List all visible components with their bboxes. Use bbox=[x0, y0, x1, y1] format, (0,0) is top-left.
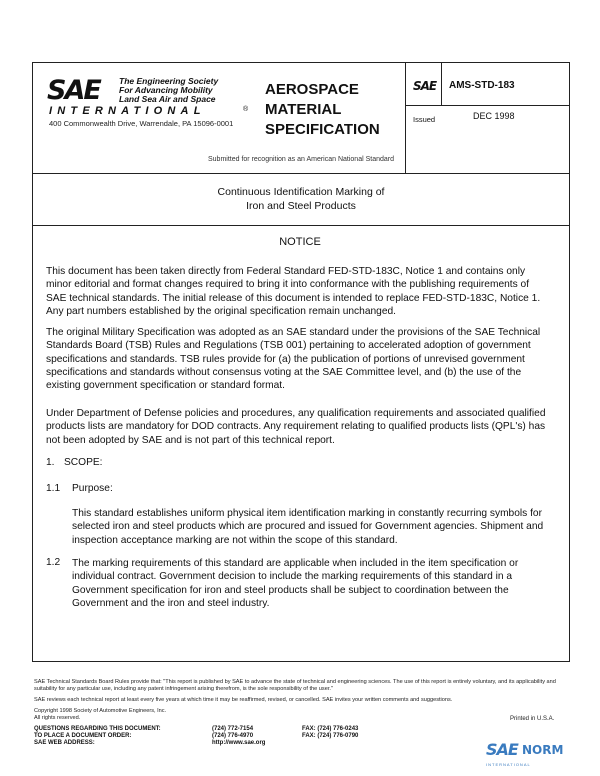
recognition-statement: Submitted for recognition as an American National Standard bbox=[208, 156, 394, 163]
review-notice: SAE reviews each technical report at least every five years at which time it may be reaffirmed, revised, or cancelled. SAE invites your written comments and suggestions. bbox=[34, 697, 453, 703]
issued-label: Issued bbox=[413, 115, 436, 124]
printed-in: Printed in U.S.A. bbox=[510, 716, 555, 722]
notice-paragraph-3: Under Department of Defense policies and procedures, any qualification requirements and associated qualified products lists are mandatory for DOD contracts. Any requirement relating to qualified products lists (QPL's) has not been adopted by SAE and is not part of this technical report. bbox=[46, 408, 546, 446]
document-title-box bbox=[33, 173, 569, 226]
notice-paragraph-2: The original Military Specification was adopted as an SAE standard under the provisions of the SAE Technical Standards Board (TSB) Rules and Regulations (TSB 001) pertaining to accelerated adoption of government specifications and standards. TSB rules provide for (a) the publication of portions of unrevised government specifications and standards without consensus voting at the SAE Committee level, and (b) the use of the existing government specification or standard format. bbox=[46, 327, 541, 392]
tsb-rules-notice: SAE Technical Standards Board Rules provide that: "This report is published by SAE to advance the state of technical and engineering sciences. The use of this report is entirely voluntary, and its applicability and suitability for any particular use, including any patent infringement arising therefrom, is the sole responsibility of the user." bbox=[34, 679, 556, 693]
number-divider bbox=[441, 63, 442, 105]
section-1-2-number: 1.2 bbox=[46, 557, 61, 568]
notice-paragraph-1: This document has been taken directly from Federal Standard FED-STD-183C, Notice 1 and contains only minor editorial and format changes required to bring it into conformance with the publishing requirements of SAE technical standards. The initial release of this document is intended to replace FED-STD-183C, Notice 1. Any part numbers established by the original specification remain unchanged. bbox=[46, 266, 541, 317]
section-1-1-title: Purpose: bbox=[72, 483, 113, 494]
section-1-1-text: This standard establishes uniform physical item identification marking in constantly recurring symbols for selected iron and steel products which are procured and issued for Government agencies. Shipment and inspection acceptance marking are not within the scope of this standard. bbox=[72, 508, 544, 546]
copyright-line: Copyright 1998 Society of Automotive Engineers, Inc. bbox=[34, 708, 167, 714]
section-1-title: SCOPE: bbox=[64, 457, 103, 468]
section-1-1-number: 1.1 bbox=[46, 483, 61, 494]
notice-heading: NOTICE bbox=[279, 236, 321, 248]
issued-date: DEC 1998 bbox=[473, 111, 515, 121]
sae-norm-watermark-logo: SAE NORM INTERNATIONAL bbox=[486, 740, 564, 767]
document-title: Continuous Identification Marking of Iron and Steel Products bbox=[217, 186, 385, 212]
sae-web-link[interactable]: http://www.sae.org bbox=[212, 740, 266, 746]
contact-labels: QUESTIONS REGARDING THIS DOCUMENT: TO PLACE A DOCUMENT ORDER: SAE WEB ADDRESS: bbox=[34, 726, 161, 746]
spec-type-title: AEROSPACE MATERIAL SPECIFICATION bbox=[265, 81, 380, 138]
section-1-2-text: The marking requirements of this standard are applicable when included in the item specification or individual contract. Government decision to include the marking requirements of this standard in a Government specification for iron and steel products shall be subject to coordination between the Government and the iron and steel industry. bbox=[72, 558, 519, 609]
society-tagline: The Engineering Society For Advancing Mobility Land Sea Air and Space bbox=[119, 76, 219, 104]
sae-logo: SAE bbox=[47, 75, 100, 106]
society-address: 400 Commonwealth Drive, Warrendale, PA 15096-0001 bbox=[49, 119, 234, 128]
section-1-number: 1. bbox=[46, 457, 55, 468]
rights-line: All rights reserved. bbox=[34, 715, 81, 721]
contact-faxes: FAX: (724) 776-0243 FAX: (724) 776-0790 bbox=[302, 726, 359, 739]
document-header bbox=[33, 63, 569, 174]
registered-mark: ® bbox=[243, 106, 249, 113]
sae-small-logo: SAE bbox=[413, 79, 437, 93]
international-wordmark: INTERNATIONAL bbox=[49, 105, 206, 117]
header-divider bbox=[405, 63, 406, 173]
issued-divider bbox=[405, 105, 569, 106]
standard-number: AMS-STD-183 bbox=[449, 80, 515, 91]
contact-phones: (724) 772-7154 (724) 776-4970 http://www.sae.org bbox=[212, 726, 266, 746]
